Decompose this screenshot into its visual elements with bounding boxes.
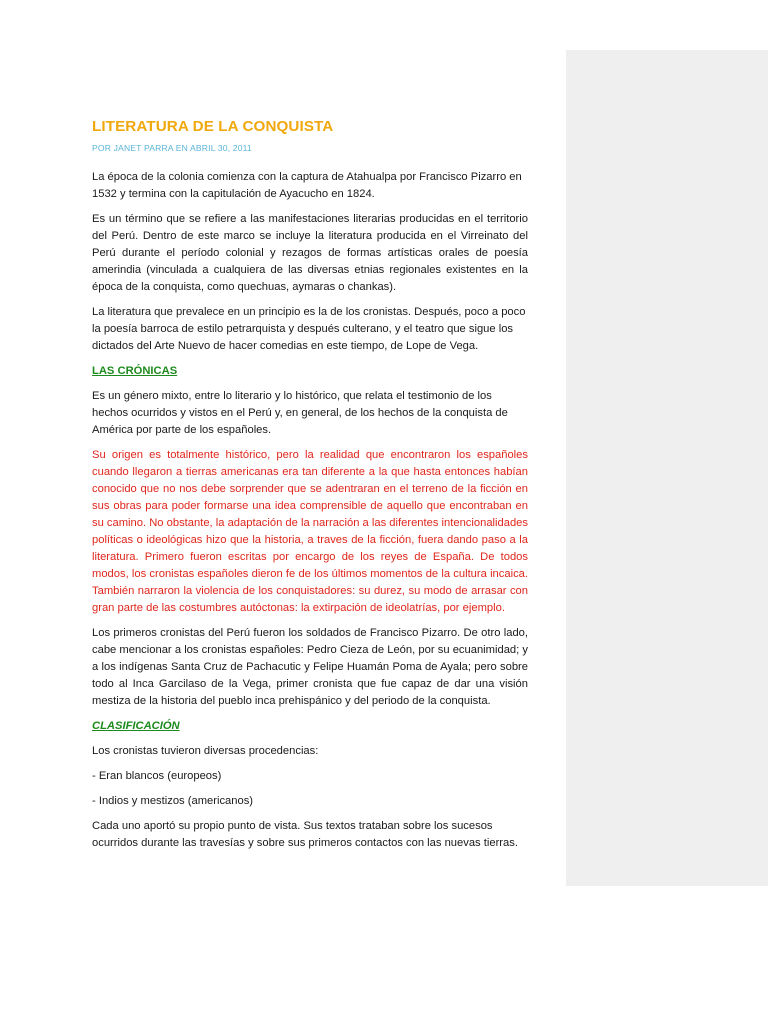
document-page (92, 118, 528, 860)
section-heading-cronicas: LAS CRÓNICAS (92, 365, 178, 377)
list-item: - Indios y mestizos (americanos) (92, 795, 254, 807)
list-item: - Eran blancos (europeos) (92, 770, 222, 782)
document-title: LITERATURA DE LA CONQUISTA (92, 118, 334, 135)
comment-margin-panel (566, 50, 768, 886)
cronicas-paragraph-highlighted: Su origen es totalmente histórico, pero la realidad que encontraron los españoles cuando llegaron a tierras americanas era tan diferente a la que hasta entonces habían conocido que no nos debe sorprender que se adentraran en el terreno de la ficción en sus obras para poder formarse una idea comprensible de aquello que encontraban en su camino. No obstante, la adaptación de la narración a las diferentes intencionalidades políticas o ideológicas hizo que la historia, a traves de la ficción, fuera dando paso a la literatura. Primero fueron escritas por encargo de los reyes de España. De todos modos, los cronistas españoles dieron fe de los últimos momentos de la cultura incaica. También narraron la violencia de los conquistadores: su durez, su modo de arrasar con gran parte de las costumbres autóctonas: la extirpación de ideolatrías, por ejemplo. (92, 449, 528, 614)
cronicas-paragraph-3: Los primeros cronistas del Perú fueron los soldados de Francisco Pizarro. De otro lado, cabe mencionar a los cronistas españoles: Pedro Cieza de León, por su ecuanimidad; y a los indígenas Santa Cruz de Pachacutic y Felipe Huamán Poma de Ayala; pero sobre todo al Inca Garcilaso de la Vega, primer cronista que fue capaz de dar una visión mestiza de la historia del pueblo inca prehispánico y del periodo de la conquista. (92, 627, 528, 707)
author-byline: POR JANET PARRA EN ABRIL 30, 2011 (92, 143, 252, 153)
intro-paragraph-1: La época de la colonia comienza con la captura de Atahualpa por Francisco Pizarro en 1532 y termina con la capitulación de Ayacucho en 1824. (92, 171, 522, 200)
cronicas-paragraph-1: Es un género mixto, entre lo literario y lo histórico, que relata el testimonio de los hechos ocurridos y vistos en el Perú y, en general, de los hechos de la conquista de América por parte de los españoles. (92, 390, 508, 436)
closing-paragraph: Cada uno aportó su propio punto de vista. Sus textos trataban sobre los sucesos ocurridos durante las travesías y sobre sus primeros contactos con las nuevas tierras. (92, 820, 518, 849)
clasificacion-intro: Los cronistas tuvieron diversas procedencias: (92, 745, 319, 757)
section-heading-clasificacion: CLASIFICACIÓN (92, 720, 180, 732)
intro-paragraph-3: La literatura que prevalece en un principio es la de los cronistas. Después, poco a poco la poesía barroca de estilo petrarquista y después culterano, y el teatro que sigue los dictados del Arte Nuevo de hacer comedias en este tiempo, de Lope de Vega. (92, 306, 526, 352)
intro-paragraph-2: Es un término que se refiere a las manifestaciones literarias producidas en el territorio del Perú. Dentro de este marco se incluye la literatura producida en el Virreinato del Perú durante el período colonial y rezagos de formas artísticas orales de poesía amerindia (vinculada a cualquiera de las diversas etnias regionales existentes en la época de la conquista, como quechuas, aymaras o chankas). (92, 213, 528, 293)
